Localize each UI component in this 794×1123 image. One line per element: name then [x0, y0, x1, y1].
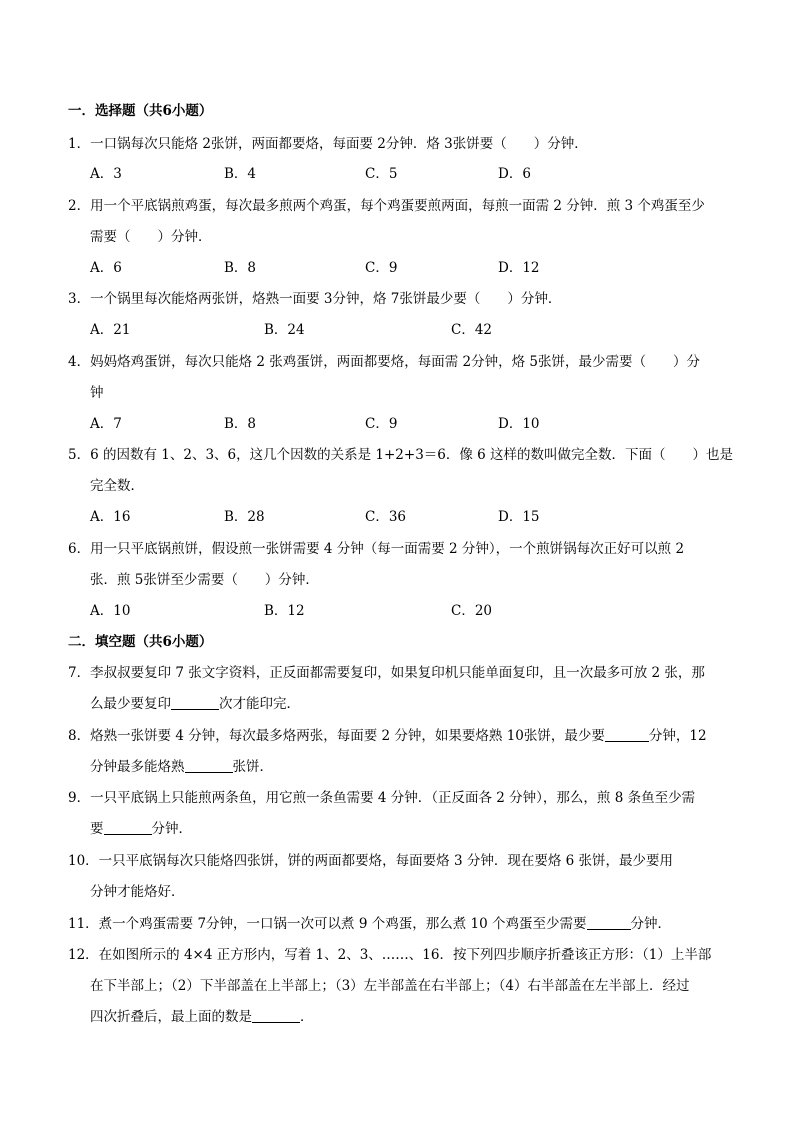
section-title-multiple-choice: 一．选择题（共6小题） — [68, 103, 213, 119]
q2-option-b: B．8 — [224, 260, 257, 276]
question-9-text-b: 分钟． — [151, 821, 192, 837]
question-8-text-d: 张饼． — [232, 759, 273, 775]
q5-option-c: C．36 — [365, 509, 407, 525]
question-12-line-1: 12．在如图所示的 4×4 正方形内，写着 1、2、3、……、16．按下列四步顺序折叠该正方形：（1）上半部 — [68, 947, 712, 963]
q2-option-a: A．6 — [90, 260, 122, 276]
question-6-line-1: 6．用一只平底锅煎饼，假设煎一张饼需要 4 分钟（每一面需要 2 分钟），一个煎饼锅每次正好可以煎 2 — [68, 541, 685, 557]
q3-option-c: C．42 — [451, 322, 493, 338]
question-1: 1．一口锅每次只能烙 2张饼，两面都要烙，每面要 2分钟．烙 3张饼要（ ）分钟． — [68, 136, 588, 152]
question-6-line-2: 张．煎 5张饼至少需要（ ）分钟． — [90, 572, 319, 588]
question-5-line-2: 完全数． — [90, 478, 144, 494]
question-10-line-2: 分钟才能烙好． — [90, 884, 185, 900]
q3-option-a: A．21 — [90, 322, 131, 338]
answer-blank[interactable] — [252, 1008, 300, 1023]
q1-option-b: B．4 — [224, 166, 257, 182]
question-8-line-2 — [90, 758, 273, 776]
question-8-text-c: 分钟最多能烙熟 — [90, 759, 185, 775]
question-9-line-1: 9．一只平底锅上只能煎两条鱼，用它煎一条鱼需要 4 分钟．（正反面各 2 分钟），那么，煎 8 条鱼至少需 — [68, 790, 696, 806]
q6-option-a: A．10 — [90, 603, 131, 619]
q1-option-c: C．5 — [365, 166, 398, 182]
question-12-line-2: 在下半部上；（2）下半部盖在上半部上；（3）左半部盖在右半部上；（4）右半部盖在左半部上．经过 — [90, 978, 690, 994]
answer-blank[interactable] — [104, 820, 152, 835]
question-2-line-2: 需要（ ）分钟． — [90, 229, 212, 245]
answer-blank[interactable] — [171, 695, 219, 710]
q2-option-c: C．9 — [365, 260, 398, 276]
answer-blank[interactable] — [587, 915, 631, 930]
q4-option-b: B．8 — [224, 416, 257, 432]
question-12-line-3 — [90, 1008, 314, 1026]
question-3: 3．一个锅里每次能烙两张饼，烙熟一面要 3分钟，烙 7张饼最少要（ ）分钟． — [68, 291, 562, 307]
q2-option-d: D．12 — [498, 260, 540, 276]
q5-option-d: D．15 — [498, 509, 540, 525]
q6-option-c: C．20 — [451, 603, 493, 619]
question-7-line-2 — [90, 695, 300, 713]
question-8-text-a: 8．烙熟一张饼要 4 分钟，每次最多烙两张，每面要 2 分钟，如果要烙熟 10张饼，最少要 — [68, 728, 605, 744]
question-5-line-1: 5．6 的因数有 1、2、3、6，这几个因数的关系是 1+2+3＝6．像 6 这样的数叫做完全数．下面（ ）也是 — [68, 447, 734, 463]
question-2-line-1: 2．用一个平底锅煎鸡蛋，每次最多煎两个鸡蛋，每个鸡蛋要煎两面，每煎一面需 2 分钟．煎 3 个鸡蛋至少 — [68, 198, 705, 214]
q1-option-d: D．6 — [498, 166, 531, 182]
question-8-text-b: 分钟，12 — [648, 728, 707, 744]
question-9-text-a: 要 — [90, 821, 104, 837]
q5-option-a: A．16 — [90, 509, 131, 525]
q3-option-b: B．24 — [264, 322, 305, 338]
question-4-line-2: 钟 — [90, 385, 104, 401]
question-7-text-b: 次才能印完． — [219, 696, 300, 712]
q4-option-c: C．9 — [365, 416, 398, 432]
question-12-text-b: ． — [300, 1009, 314, 1025]
question-7-text-a: 么最少要复印 — [90, 696, 171, 712]
answer-blank[interactable] — [605, 727, 649, 742]
section-title-fill-in: 二．填空题（共6小题） — [68, 634, 213, 650]
q5-option-b: B．28 — [224, 509, 265, 525]
question-11-text-a: 11．煮一个鸡蛋需要 7分钟，一口锅一次可以煮 9 个鸡蛋，那么煮 10 个鸡蛋至少需要 — [68, 916, 587, 932]
question-4-line-1: 4．妈妈烙鸡蛋饼，每次只能烙 2 张鸡蛋饼，两面都要烙，每面需 2分钟，烙 5张饼，最少需要（ ）分 — [68, 354, 701, 370]
q4-option-a: A．7 — [90, 416, 122, 432]
question-8-line-1 — [68, 727, 707, 745]
question-10-line-1: 10．一只平底锅每次只能烙四张饼，饼的两面都要烙，每面要烙 3 分钟．现在要烙 6 张饼，最少要用 — [68, 853, 674, 869]
q1-option-a: A．3 — [90, 166, 122, 182]
question-9-line-2 — [90, 820, 192, 838]
answer-blank[interactable] — [185, 758, 233, 773]
question-7-line-1: 7．李叔叔要复印 7 张文字资料，正反面都需要复印，如果复印机只能单面复印，且一次最多可放 2 张，那 — [68, 665, 705, 681]
q4-option-d: D．10 — [498, 416, 540, 432]
question-12-text-a: 四次折叠后，最上面的数是 — [90, 1009, 252, 1025]
question-11 — [68, 915, 671, 933]
q6-option-b: B．12 — [264, 603, 305, 619]
question-11-text-b: 分钟． — [630, 916, 671, 932]
